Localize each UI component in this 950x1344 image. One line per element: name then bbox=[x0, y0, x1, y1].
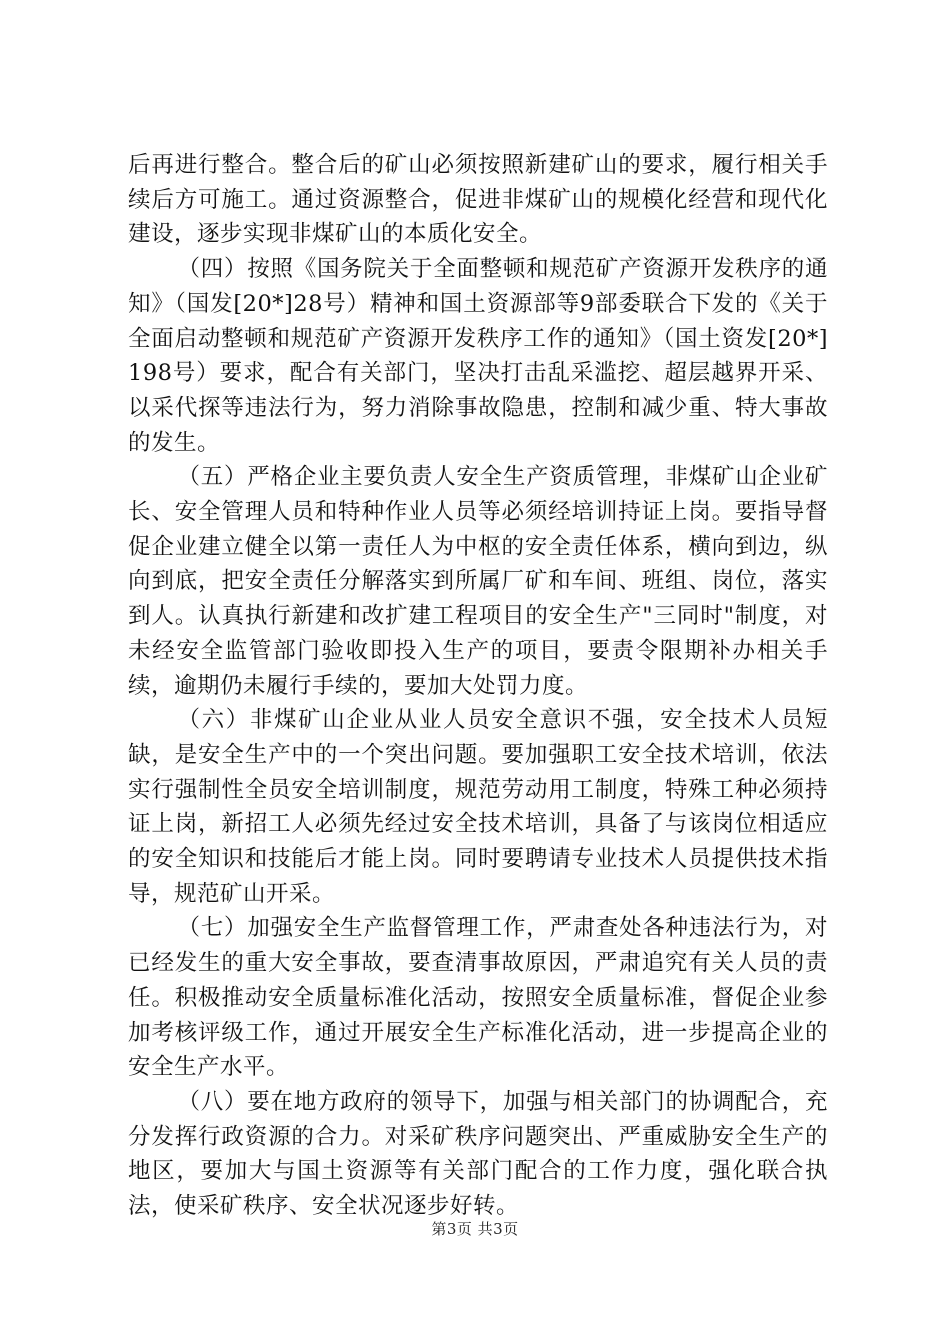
page-footer: 第3页 共3页 bbox=[431, 1220, 519, 1238]
paragraph-section-8: （八）要在地方政府的领导下，加强与相关部门的协调配合，充分发挥行政资源的合力。对采矿秩序问题突出、严重威胁安全生产的地区，要加大与国土资源等有关部门配合的工作力度，强化联合执法，使采矿秩序、安全状况逐步好转。 bbox=[128, 1088, 828, 1220]
document-body bbox=[128, 148, 828, 1224]
paragraph-section-7: （七）加强安全生产监督管理工作，严肃查处各种违法行为，对已经发生的重大安全事故，要查清事故原因，严肃追究有关人员的责任。积极推动安全质量标准化活动，按照安全质量标准，督促企业参加考核评级工作，通过开展安全生产标准化活动，进一步提高企业的安全生产水平。 bbox=[128, 915, 828, 1081]
paragraph-section-4: （四）按照《国务院关于全面整顿和规范矿产资源开发秩序的通知》（国发[20*]28号）精神和国土资源部等9部委联合下发的《关于全面启动整顿和规范矿产资源开发秩序工作的通知》（国土资发[20*]198号）要求，配合有关部门，坚决打击乱采滥挖、超层越界开采、以采代探等违法行为，努力消除事故隐患，控制和减少重、特大事故的发生。 bbox=[128, 256, 828, 456]
paragraph-section-6: （六）非煤矿山企业从业人员安全意识不强，安全技术人员短缺，是安全生产中的一个突出问题。要加强职工安全技术培训，依法实行强制性全员安全培训制度，规范劳动用工制度，特殊工种必须持证上岗，新招工人必须先经过安全技术培训，具备了与该岗位相适应的安全知识和技能后才能上岗。同时要聘请专业技术人员提供技术指导，规范矿山开采。 bbox=[128, 707, 828, 907]
paragraph-section-5: （五）严格企业主要负责人安全生产资质管理，非煤矿山企业矿长、安全管理人员和特种作业人员等必须经培训持证上岗。要指导督促企业建立健全以第一责任人为中枢的安全责任体系，横向到边，纵向到底，把安全责任分解落实到所属厂矿和车间、班组、岗位，落实到人。认真执行新建和改扩建工程项目的安全生产"三同时"制度，对未经安全监管部门验收即投入生产的项目，要责令限期补办相关手续，逾期仍未履行手续的，要加大处罚力度。 bbox=[128, 464, 828, 699]
paragraph-continuation: 后再进行整合。整合后的矿山必须按照新建矿山的要求，履行相关手续后方可施工。通过资源整合，促进非煤矿山的规模化经营和现代化建设，逐步实现非煤矿山的本质化安全。 bbox=[128, 152, 828, 248]
